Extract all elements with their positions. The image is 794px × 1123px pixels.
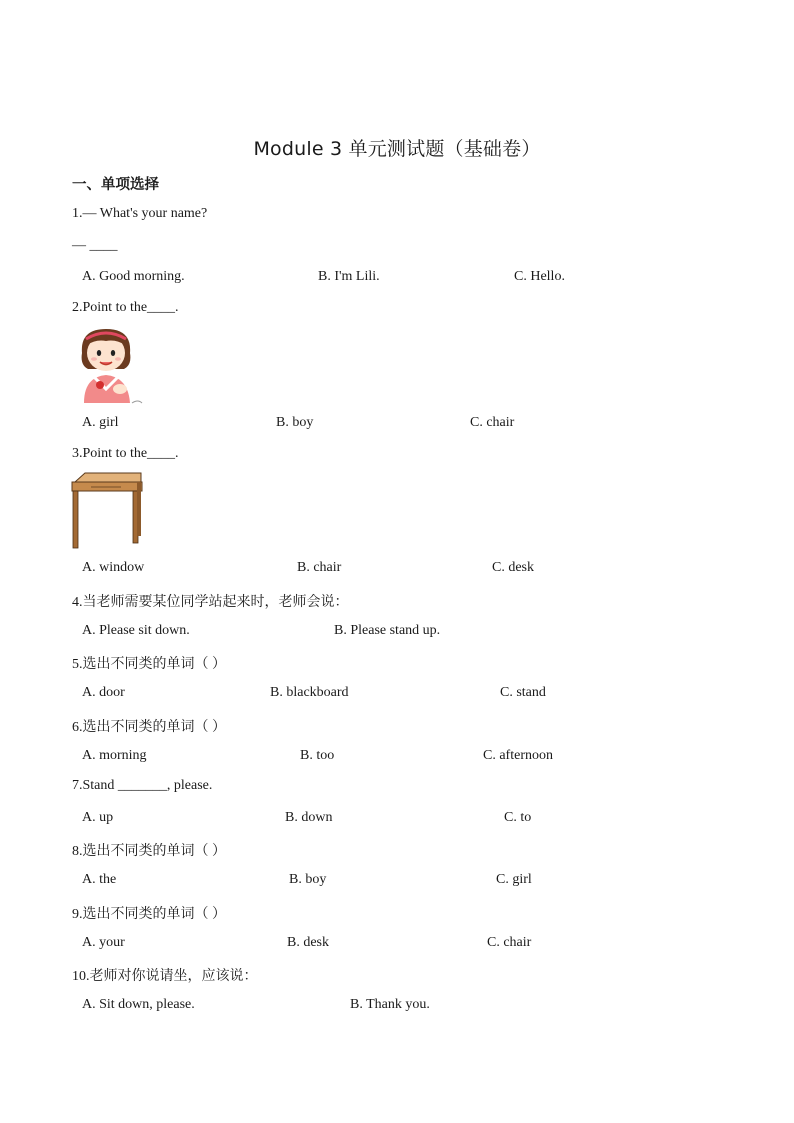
option-a[interactable]: A. door bbox=[82, 685, 125, 700]
option-c[interactable]: C. girl bbox=[496, 872, 532, 887]
option-a[interactable]: A. up bbox=[82, 810, 114, 825]
question-4-text: 4.当老师需要某位同学站起来时，老师会说： bbox=[72, 595, 349, 610]
option-a[interactable]: A. morning bbox=[82, 748, 147, 763]
option-c[interactable]: C. chair bbox=[487, 935, 532, 950]
option-b[interactable]: B. chair bbox=[297, 560, 342, 575]
option-a[interactable]: A. girl bbox=[82, 415, 119, 430]
desk-illustration bbox=[71, 470, 145, 550]
option-a[interactable]: A. Please sit down. bbox=[82, 623, 190, 638]
option-a[interactable]: A. Sit down, please. bbox=[82, 997, 195, 1012]
option-c[interactable]: C. chair bbox=[470, 415, 515, 430]
section-heading: 一、单项选择 bbox=[72, 177, 159, 193]
question-5-text: 5.选出不同类的单词（ ） bbox=[72, 657, 226, 672]
option-b[interactable]: B. desk bbox=[287, 935, 329, 950]
question-6-text: 6.选出不同类的单词（ ） bbox=[72, 720, 226, 735]
option-c[interactable]: C. stand bbox=[500, 685, 546, 700]
question-3-text: 3.Point to the____. bbox=[72, 446, 179, 461]
option-c[interactable]: C. to bbox=[504, 810, 532, 825]
question-10-text: 10.老师对你说请坐，应该说： bbox=[72, 969, 258, 984]
option-c[interactable]: C. afternoon bbox=[483, 748, 553, 763]
option-b[interactable]: B. boy bbox=[289, 872, 327, 887]
option-b[interactable]: B. Please stand up. bbox=[334, 623, 441, 638]
question-2-text: 2.Point to the____. bbox=[72, 300, 179, 315]
question-1-text: 1.— What's your name? bbox=[72, 206, 208, 221]
option-b[interactable]: B. down bbox=[285, 810, 333, 825]
option-b[interactable]: B. boy bbox=[276, 415, 314, 430]
option-b[interactable]: B. blackboard bbox=[270, 685, 349, 700]
question-1-answer-line: — ____ bbox=[72, 238, 118, 253]
question-9-text: 9.选出不同类的单词（ ） bbox=[72, 907, 226, 922]
girl-illustration bbox=[72, 323, 144, 405]
option-c[interactable]: C. Hello. bbox=[514, 269, 565, 284]
question-7-text: 7.Stand _______, please. bbox=[72, 778, 213, 793]
option-b[interactable]: B. I'm Lili. bbox=[318, 269, 380, 284]
option-a[interactable]: A. window bbox=[82, 560, 145, 575]
option-a[interactable]: A. your bbox=[82, 935, 125, 950]
page-title: Module 3 单元测试题（基础卷） bbox=[253, 138, 541, 160]
option-a[interactable]: A. Good morning. bbox=[82, 269, 185, 284]
option-b[interactable]: B. too bbox=[300, 748, 335, 763]
option-a[interactable]: A. the bbox=[82, 872, 117, 887]
option-b[interactable]: B. Thank you. bbox=[350, 997, 430, 1012]
option-c[interactable]: C. desk bbox=[492, 560, 534, 575]
question-8-text: 8.选出不同类的单词（ ） bbox=[72, 844, 226, 859]
